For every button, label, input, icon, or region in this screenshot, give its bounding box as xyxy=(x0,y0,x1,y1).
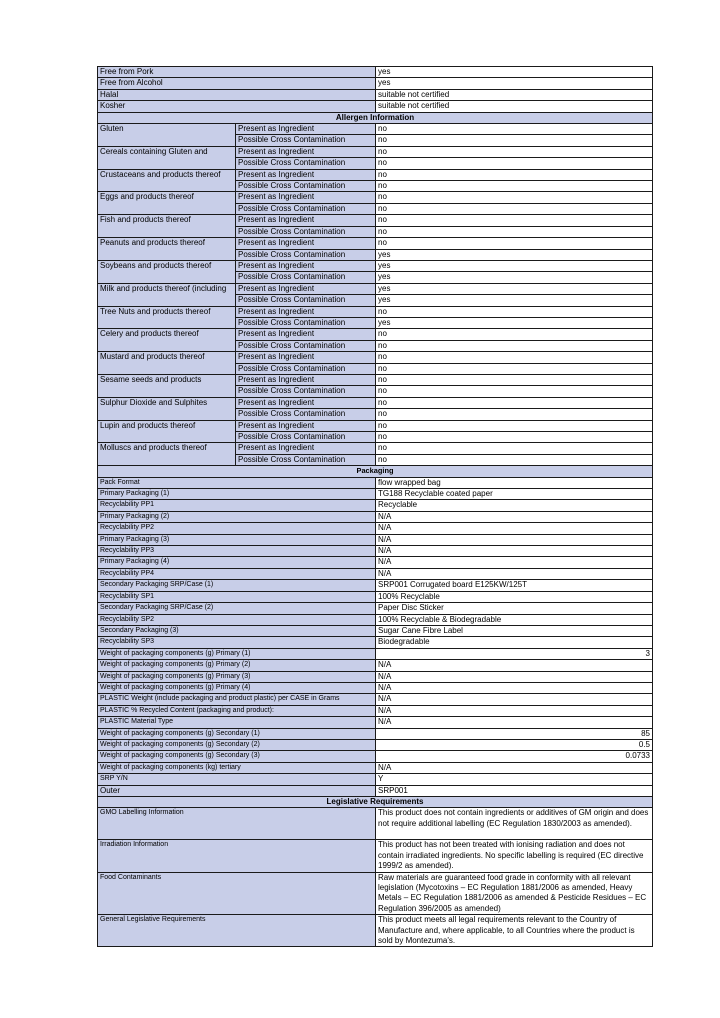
packaging-label: Recyclability PP2 xyxy=(98,523,376,534)
packaging-row xyxy=(98,500,653,511)
allergen-row xyxy=(98,329,653,340)
present-as-ingredient-label: Present as Ingredient xyxy=(236,329,376,340)
present-as-ingredient-value: no xyxy=(376,169,653,180)
packaging-label: Secondary Packaging SRP/Case (2) xyxy=(98,603,376,614)
legislative-row xyxy=(98,915,653,947)
packaging-value: flow wrapped bag xyxy=(376,477,653,488)
present-as-ingredient-label: Present as Ingredient xyxy=(236,238,376,249)
legislative-row xyxy=(98,872,653,915)
legislative-row xyxy=(98,840,653,872)
packaging-label: Recyclability SP1 xyxy=(98,591,376,602)
packaging-section-title: Packaging xyxy=(98,466,653,477)
packaging-row xyxy=(98,660,653,671)
allergen-name: Molluscs and products thereof xyxy=(98,443,236,466)
allergen-name: Mustard and products thereof xyxy=(98,352,236,375)
packaging-row xyxy=(98,717,653,728)
cross-contamination-label: Possible Cross Contamination xyxy=(236,226,376,237)
cross-contamination-label: Possible Cross Contamination xyxy=(236,432,376,443)
allergen-name: Crustaceans and products thereof xyxy=(98,169,236,192)
packaging-value: N/A xyxy=(376,511,653,522)
packaging-label: Weight of packaging components (g) Primary (3) xyxy=(98,671,376,682)
allergen-name: Eggs and products thereof xyxy=(98,192,236,215)
legislative-label: General Legislative Requirements xyxy=(98,915,376,947)
packaging-label: Weight of packaging components (g) Primary (4) xyxy=(98,682,376,693)
cross-contamination-value: yes xyxy=(376,317,653,328)
section-header-row xyxy=(98,466,653,477)
cross-contamination-label: Possible Cross Contamination xyxy=(236,409,376,420)
allergen-name: Soybeans and products thereof xyxy=(98,260,236,283)
packaging-label: Secondary Packaging SRP/Case (1) xyxy=(98,580,376,591)
packaging-row xyxy=(98,580,653,591)
packaging-row xyxy=(98,694,653,705)
packaging-value: N/A xyxy=(376,671,653,682)
packaging-label: Primary Packaging (4) xyxy=(98,557,376,568)
packaging-row xyxy=(98,648,653,659)
dietary-row xyxy=(98,101,653,112)
present-as-ingredient-value: no xyxy=(376,306,653,317)
packaging-row xyxy=(98,591,653,602)
packaging-label: Weight of packaging components (g) Secondary (1) xyxy=(98,728,376,739)
cross-contamination-value: no xyxy=(376,203,653,214)
packaging-value: N/A xyxy=(376,568,653,579)
legislative-label: Irradiation Information xyxy=(98,840,376,872)
cross-contamination-label: Possible Cross Contamination xyxy=(236,454,376,465)
legislative-label: GMO Labelling Information xyxy=(98,808,376,840)
packaging-label: Weight of packaging components (g) Secondary (3) xyxy=(98,751,376,762)
present-as-ingredient-label: Present as Ingredient xyxy=(236,306,376,317)
present-as-ingredient-value: no xyxy=(376,146,653,157)
packaging-value: Paper Disc Sticker xyxy=(376,603,653,614)
legislative-value: This product has not been treated with ionising radiation and does not contain irradiated ingredients. No specific labelling is required (EC directive 1999/2 as amended). xyxy=(376,840,653,872)
allergen-row xyxy=(98,146,653,157)
packaging-row xyxy=(98,705,653,716)
packaging-value: 100% Recyclable & Biodegradable xyxy=(376,614,653,625)
legislative-label: Food Contaminants xyxy=(98,872,376,915)
cross-contamination-value: yes xyxy=(376,249,653,260)
allergen-row xyxy=(98,260,653,271)
packaging-value: N/A xyxy=(376,534,653,545)
packaging-label: Weight of packaging components (kg) tertiary xyxy=(98,762,376,773)
allergen-name: Lupin and products thereof xyxy=(98,420,236,443)
allergen-name: Sulphur Dioxide and Sulphites xyxy=(98,397,236,420)
allergen-row xyxy=(98,238,653,249)
packaging-value: 0.5 xyxy=(376,739,653,750)
present-as-ingredient-value: yes xyxy=(376,283,653,294)
present-as-ingredient-value: no xyxy=(376,352,653,363)
allergen-row xyxy=(98,192,653,203)
cross-contamination-value: no xyxy=(376,363,653,374)
spec-table xyxy=(97,66,653,947)
packaging-value: N/A xyxy=(376,762,653,773)
allergen-row xyxy=(98,397,653,408)
packaging-row xyxy=(98,625,653,636)
allergen-row xyxy=(98,443,653,454)
present-as-ingredient-label: Present as Ingredient xyxy=(236,397,376,408)
packaging-label: Recyclability SP3 xyxy=(98,637,376,648)
spec-sheet xyxy=(97,66,652,947)
packaging-row xyxy=(98,728,653,739)
cross-contamination-label: Possible Cross Contamination xyxy=(236,203,376,214)
packaging-value: Recyclable xyxy=(376,500,653,511)
cross-contamination-value: no xyxy=(376,454,653,465)
allergen-row xyxy=(98,306,653,317)
spec-table-body xyxy=(98,67,653,947)
row-label: Halal xyxy=(98,89,376,100)
section-header-row xyxy=(98,797,653,808)
cross-contamination-value: no xyxy=(376,386,653,397)
cross-contamination-value: no xyxy=(376,432,653,443)
present-as-ingredient-value: no xyxy=(376,215,653,226)
packaging-row xyxy=(98,762,653,773)
allergen-row xyxy=(98,169,653,180)
packaging-row xyxy=(98,785,653,796)
packaging-value: N/A xyxy=(376,523,653,534)
packaging-label: Recyclability SP2 xyxy=(98,614,376,625)
packaging-row xyxy=(98,511,653,522)
packaging-value: N/A xyxy=(376,557,653,568)
packaging-value: N/A xyxy=(376,717,653,728)
packaging-value: SRP001 Corrugated board E125KW/125T xyxy=(376,580,653,591)
packaging-label: Recyclability PP1 xyxy=(98,500,376,511)
packaging-value: 100% Recyclable xyxy=(376,591,653,602)
packaging-label: Weight of packaging components (g) Secondary (2) xyxy=(98,739,376,750)
packaging-value: N/A xyxy=(376,705,653,716)
packaging-row xyxy=(98,637,653,648)
row-value: suitable not certified xyxy=(376,89,653,100)
packaging-label: Recyclability PP4 xyxy=(98,568,376,579)
packaging-label: Outer xyxy=(98,785,376,796)
present-as-ingredient-value: yes xyxy=(376,260,653,271)
packaging-label: Pack Format xyxy=(98,477,376,488)
present-as-ingredient-label: Present as Ingredient xyxy=(236,192,376,203)
present-as-ingredient-label: Present as Ingredient xyxy=(236,146,376,157)
packaging-value: N/A xyxy=(376,546,653,557)
row-value: suitable not certified xyxy=(376,101,653,112)
cross-contamination-value: no xyxy=(376,409,653,420)
packaging-row xyxy=(98,603,653,614)
allergen-row xyxy=(98,215,653,226)
allergen-name: Cereals containing Gluten and xyxy=(98,146,236,169)
packaging-row xyxy=(98,477,653,488)
packaging-row xyxy=(98,489,653,500)
dietary-row xyxy=(98,78,653,89)
packaging-row xyxy=(98,671,653,682)
row-label: Free from Alcohol xyxy=(98,78,376,89)
present-as-ingredient-value: no xyxy=(376,420,653,431)
packaging-label: PLASTIC % Recycled Content (packaging and product): xyxy=(98,705,376,716)
cross-contamination-label: Possible Cross Contamination xyxy=(236,272,376,283)
present-as-ingredient-label: Present as Ingredient xyxy=(236,169,376,180)
present-as-ingredient-label: Present as Ingredient xyxy=(236,352,376,363)
packaging-value: 85 xyxy=(376,728,653,739)
packaging-label: SRP Y/N xyxy=(98,774,376,785)
cross-contamination-label: Possible Cross Contamination xyxy=(236,340,376,351)
present-as-ingredient-label: Present as Ingredient xyxy=(236,215,376,226)
allergen-row xyxy=(98,374,653,385)
legislative-section-title: Legislative Requirements xyxy=(98,797,653,808)
row-label: Free from Pork xyxy=(98,67,376,78)
present-as-ingredient-label: Present as Ingredient xyxy=(236,420,376,431)
present-as-ingredient-label: Present as Ingredient xyxy=(236,260,376,271)
allergen-name: Celery and products thereof xyxy=(98,329,236,352)
packaging-label: Weight of packaging components (g) Primary (2) xyxy=(98,660,376,671)
cross-contamination-label: Possible Cross Contamination xyxy=(236,249,376,260)
cross-contamination-label: Possible Cross Contamination xyxy=(236,363,376,374)
allergen-name: Peanuts and products thereof xyxy=(98,238,236,261)
cross-contamination-label: Possible Cross Contamination xyxy=(236,386,376,397)
packaging-value: Y xyxy=(376,774,653,785)
cross-contamination-value: yes xyxy=(376,272,653,283)
allergen-row xyxy=(98,283,653,294)
cross-contamination-value: no xyxy=(376,135,653,146)
present-as-ingredient-value: no xyxy=(376,124,653,135)
packaging-value: N/A xyxy=(376,660,653,671)
present-as-ingredient-label: Present as Ingredient xyxy=(236,283,376,294)
allergen-section-title: Allergen Information xyxy=(98,112,653,123)
packaging-row xyxy=(98,557,653,568)
present-as-ingredient-value: no xyxy=(376,329,653,340)
legislative-row xyxy=(98,808,653,840)
packaging-label: Primary Packaging (1) xyxy=(98,489,376,500)
cross-contamination-label: Possible Cross Contamination xyxy=(236,135,376,146)
present-as-ingredient-value: no xyxy=(376,192,653,203)
cross-contamination-value: no xyxy=(376,181,653,192)
legislative-value: This product meets all legal requirements relevant to the Country of Manufacture and, where applicable, to all Countries where the product is sold by Montezuma's. xyxy=(376,915,653,947)
present-as-ingredient-value: no xyxy=(376,374,653,385)
present-as-ingredient-label: Present as Ingredient xyxy=(236,124,376,135)
packaging-value: N/A xyxy=(376,694,653,705)
dietary-row xyxy=(98,89,653,100)
row-label: Kosher xyxy=(98,101,376,112)
packaging-value: Biodegradable xyxy=(376,637,653,648)
packaging-value: TG188 Recyclable coated paper xyxy=(376,489,653,500)
allergen-name: Tree Nuts and products thereof xyxy=(98,306,236,329)
cross-contamination-value: no xyxy=(376,226,653,237)
present-as-ingredient-value: no xyxy=(376,443,653,454)
legislative-value: This product does not contain ingredients or additives of GM origin and does not require additional labelling (EC Regulation 1830/2003 as amended). xyxy=(376,808,653,840)
allergen-row xyxy=(98,352,653,363)
packaging-value: SRP001 xyxy=(376,785,653,796)
present-as-ingredient-label: Present as Ingredient xyxy=(236,374,376,385)
packaging-label: PLASTIC Weight (include packaging and product plastic) per CASE in Grams xyxy=(98,694,376,705)
packaging-value: 0.0733 xyxy=(376,751,653,762)
packaging-label: Weight of packaging components (g) Primary (1) xyxy=(98,648,376,659)
packaging-row xyxy=(98,614,653,625)
cross-contamination-label: Possible Cross Contamination xyxy=(236,317,376,328)
packaging-label: Recyclability PP3 xyxy=(98,546,376,557)
packaging-row xyxy=(98,682,653,693)
allergen-name: Fish and products thereof xyxy=(98,215,236,238)
row-value: yes xyxy=(376,78,653,89)
packaging-label: Primary Packaging (2) xyxy=(98,511,376,522)
cross-contamination-value: no xyxy=(376,158,653,169)
section-header-row xyxy=(98,112,653,123)
packaging-row xyxy=(98,739,653,750)
cross-contamination-label: Possible Cross Contamination xyxy=(236,295,376,306)
cross-contamination-label: Possible Cross Contamination xyxy=(236,158,376,169)
packaging-value: Sugar Cane Fibre Label xyxy=(376,625,653,636)
allergen-row xyxy=(98,124,653,135)
packaging-value: N/A xyxy=(376,682,653,693)
allergen-row xyxy=(98,420,653,431)
dietary-row xyxy=(98,67,653,78)
present-as-ingredient-value: no xyxy=(376,238,653,249)
present-as-ingredient-label: Present as Ingredient xyxy=(236,443,376,454)
cross-contamination-value: yes xyxy=(376,295,653,306)
packaging-row xyxy=(98,523,653,534)
allergen-name: Gluten xyxy=(98,124,236,147)
packaging-label: Secondary Packaging (3) xyxy=(98,625,376,636)
packaging-row xyxy=(98,774,653,785)
allergen-name: Milk and products thereof (including xyxy=(98,283,236,306)
legislative-value: Raw materials are guaranteed food grade in conformity with all relevant legislation (Mycotoxins – EC Regulation 1881/2006 as amended, Heavy Metals – EC Regulation 1881/2006 as amended & Pesticide Residues – EC Regulation 396/2005 as amended) xyxy=(376,872,653,915)
allergen-name: Sesame seeds and products xyxy=(98,374,236,397)
packaging-value: 3 xyxy=(376,648,653,659)
cross-contamination-label: Possible Cross Contamination xyxy=(236,181,376,192)
packaging-row xyxy=(98,751,653,762)
cross-contamination-value: no xyxy=(376,340,653,351)
packaging-row xyxy=(98,568,653,579)
present-as-ingredient-value: no xyxy=(376,397,653,408)
packaging-label: PLASTIC Material Type xyxy=(98,717,376,728)
packaging-row xyxy=(98,546,653,557)
packaging-row xyxy=(98,534,653,545)
row-value: yes xyxy=(376,67,653,78)
packaging-label: Primary Packaging (3) xyxy=(98,534,376,545)
